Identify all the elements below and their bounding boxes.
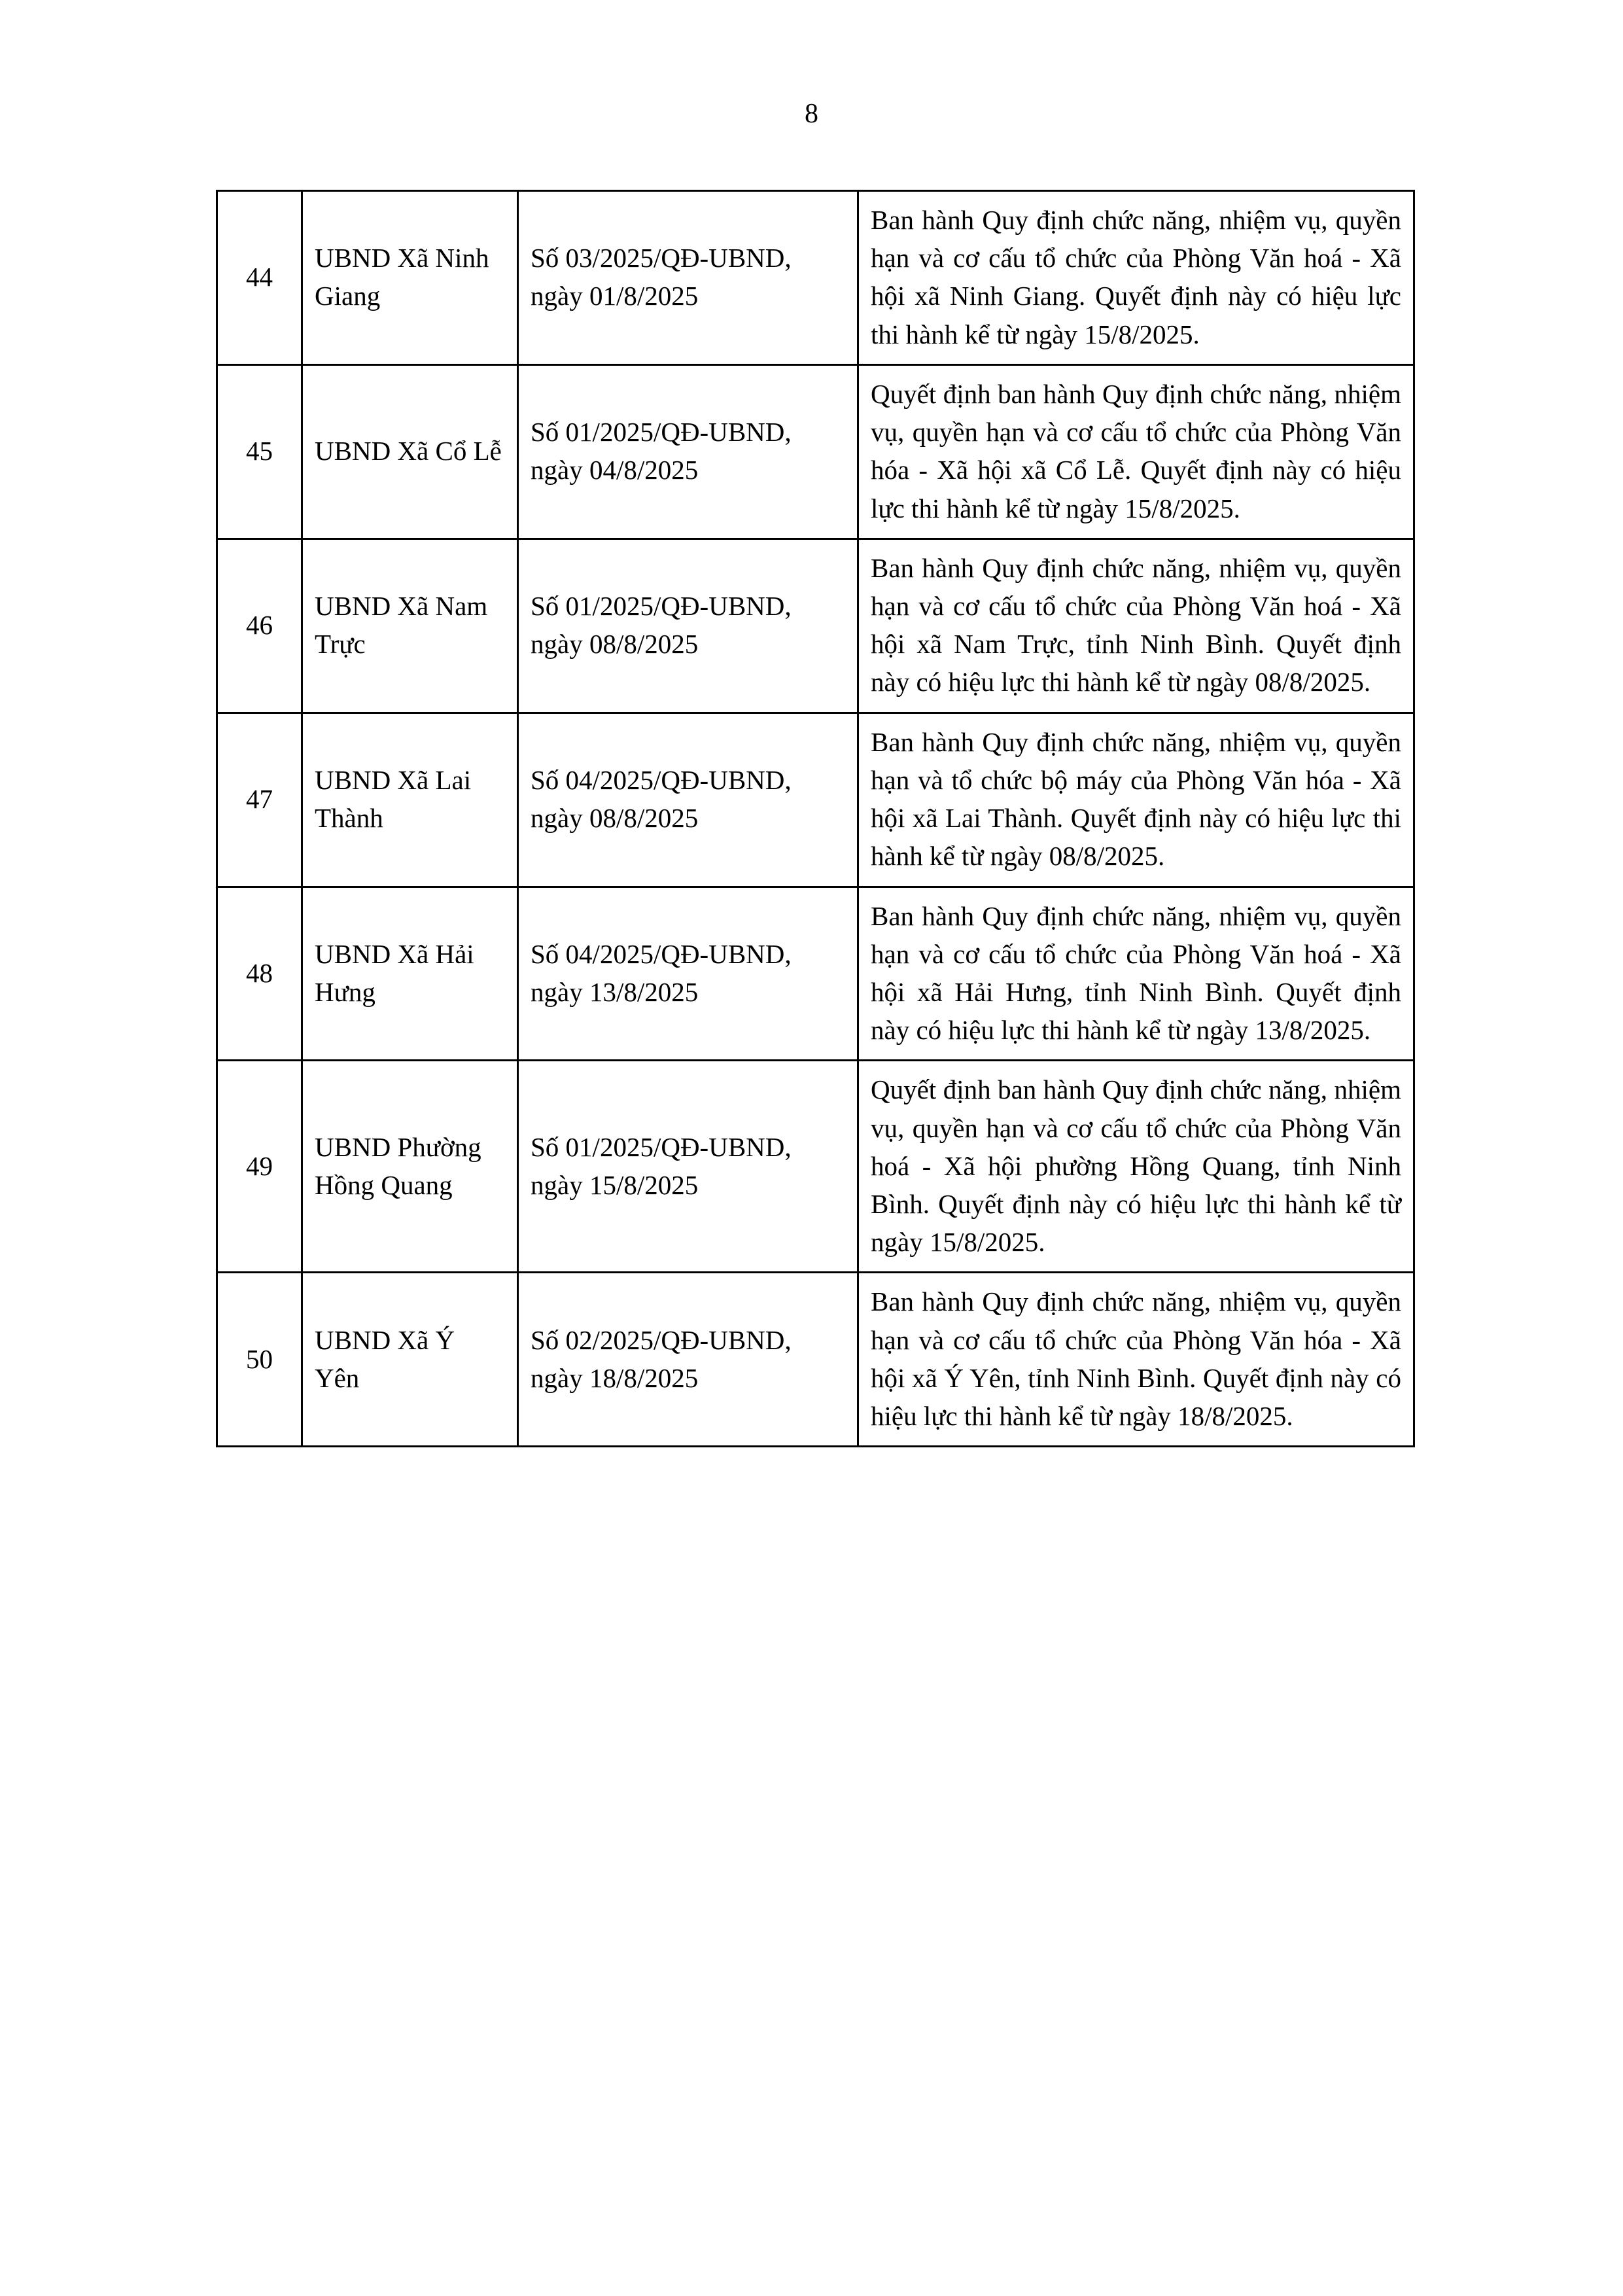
table-row [217, 887, 1414, 1061]
row-content: Ban hành Quy định chức năng, nhiệm vụ, quyền hạn và cơ cấu tổ chức của Phòng Văn hoá - Xã hội xã Nam Trực, tỉnh Ninh Bình. Quyết định này có hiệu lực thi hành kể từ ngày 08/8/2025. [858, 539, 1414, 713]
row-content: Ban hành Quy định chức năng, nhiệm vụ, quyền hạn và tổ chức bộ máy của Phòng Văn hóa - Xã hội xã Lai Thành. Quyết định này có hiệu lực thi hành kể từ ngày 08/8/2025. [858, 713, 1414, 887]
row-organization: UBND Xã Nam Trực [302, 539, 518, 713]
row-document-number: Số 02/2025/QĐ-UBND, ngày 18/8/2025 [518, 1273, 858, 1447]
row-index: 45 [217, 364, 302, 539]
row-document-number: Số 04/2025/QĐ-UBND, ngày 13/8/2025 [518, 887, 858, 1061]
row-organization: UBND Xã Lai Thành [302, 713, 518, 887]
row-organization: UBND Phường Hồng Quang [302, 1061, 518, 1273]
row-organization: UBND Xã Ninh Giang [302, 191, 518, 365]
table-row [217, 1273, 1414, 1447]
row-index: 47 [217, 713, 302, 887]
table-row [217, 713, 1414, 887]
row-organization: UBND Xã Ý Yên [302, 1273, 518, 1447]
row-document-number: Số 01/2025/QĐ-UBND, ngày 15/8/2025 [518, 1061, 858, 1273]
row-document-number: Số 04/2025/QĐ-UBND, ngày 08/8/2025 [518, 713, 858, 887]
row-content: Quyết định ban hành Quy định chức năng, nhiệm vụ, quyền hạn và cơ cấu tổ chức của Phòng Văn hoá - Xã hội phường Hồng Quang, tỉnh Ninh Bình. Quyết định này có hiệu lực thi hành kể từ ngày 15/8/2025. [858, 1061, 1414, 1273]
row-content: Ban hành Quy định chức năng, nhiệm vụ, quyền hạn và cơ cấu tổ chức của Phòng Văn hoá - Xã hội xã Ninh Giang. Quyết định này có hiệu lực thi hành kể từ ngày 15/8/2025. [858, 191, 1414, 365]
row-index: 44 [217, 191, 302, 365]
table-row [217, 364, 1414, 539]
table-row [217, 191, 1414, 365]
row-content: Ban hành Quy định chức năng, nhiệm vụ, quyền hạn và cơ cấu tổ chức của Phòng Văn hoá - Xã hội xã Hải Hưng, tỉnh Ninh Bình. Quyết định này có hiệu lực thi hành kể từ ngày 13/8/2025. [858, 887, 1414, 1061]
row-document-number: Số 01/2025/QĐ-UBND, ngày 04/8/2025 [518, 364, 858, 539]
table-row [217, 539, 1414, 713]
page-number: 8 [805, 99, 818, 129]
row-organization: UBND Xã Hải Hưng [302, 887, 518, 1061]
table-row [217, 1061, 1414, 1273]
row-document-number: Số 03/2025/QĐ-UBND, ngày 01/8/2025 [518, 191, 858, 365]
row-index: 48 [217, 887, 302, 1061]
row-organization: UBND Xã Cổ Lễ [302, 364, 518, 539]
decisions-table [216, 190, 1415, 1447]
row-index: 49 [217, 1061, 302, 1273]
row-index: 50 [217, 1273, 302, 1447]
row-content: Quyết định ban hành Quy định chức năng, nhiệm vụ, quyền hạn và cơ cấu tổ chức của Phòng Văn hóa - Xã hội xã Cổ Lễ. Quyết định này có hiệu lực thi hành kể từ ngày 15/8/2025. [858, 364, 1414, 539]
row-content: Ban hành Quy định chức năng, nhiệm vụ, quyền hạn và cơ cấu tổ chức của Phòng Văn hóa - Xã hội xã Ý Yên, tỉnh Ninh Bình. Quyết định này có hiệu lực thi hành kể từ ngày 18/8/2025. [858, 1273, 1414, 1447]
row-document-number: Số 01/2025/QĐ-UBND, ngày 08/8/2025 [518, 539, 858, 713]
decisions-table-container [216, 190, 1413, 1447]
row-index: 46 [217, 539, 302, 713]
